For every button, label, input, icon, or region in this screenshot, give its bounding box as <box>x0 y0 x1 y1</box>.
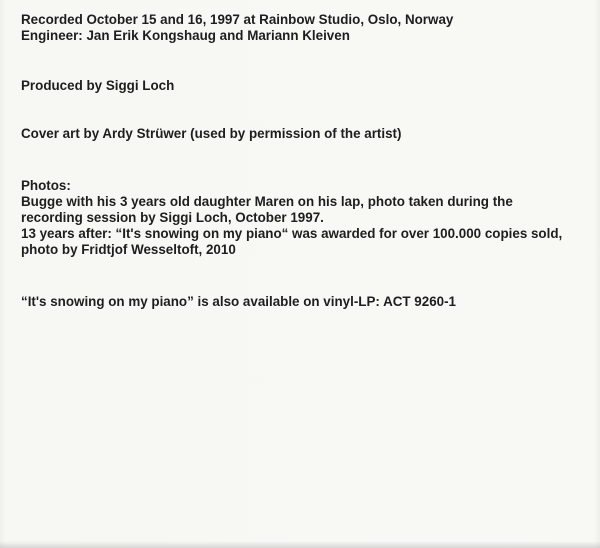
photo-caption-line: photo by Fridtjof Wesseltoft, 2010 <box>21 242 236 257</box>
spacer <box>21 94 581 126</box>
photo-caption-line: 13 years after: “It's snowing on my piano“ was awarded for over 100.000 copies sold, <box>21 226 563 241</box>
photos-heading: Photos: <box>21 178 71 193</box>
liner-notes-text <box>21 12 581 310</box>
engineer-credit: Engineer: Jan Erik Kongshaug and Mariann Kleiven <box>21 28 350 43</box>
photo-caption-line: recording session by Siggi Loch, October 1997. <box>21 210 324 225</box>
spacer <box>21 142 581 178</box>
vinyl-availability: “It's snowing on my piano” is also available on vinyl-LP: ACT 9260-1 <box>21 294 457 309</box>
recording-info: Recorded October 15 and 16, 1997 at Rainbow Studio, Oslo, Norway <box>21 12 454 27</box>
photo-caption-line: Bugge with his 3 years old daughter Maren on his lap, photo taken during the <box>21 194 513 209</box>
producer-credit: Produced by Siggi Loch <box>21 78 175 93</box>
spacer <box>21 258 581 294</box>
spacer <box>21 44 581 78</box>
cover-art-credit: Cover art by Ardy Strüwer (used by permission of the artist) <box>21 126 402 141</box>
page-edge-shadow <box>0 541 600 548</box>
